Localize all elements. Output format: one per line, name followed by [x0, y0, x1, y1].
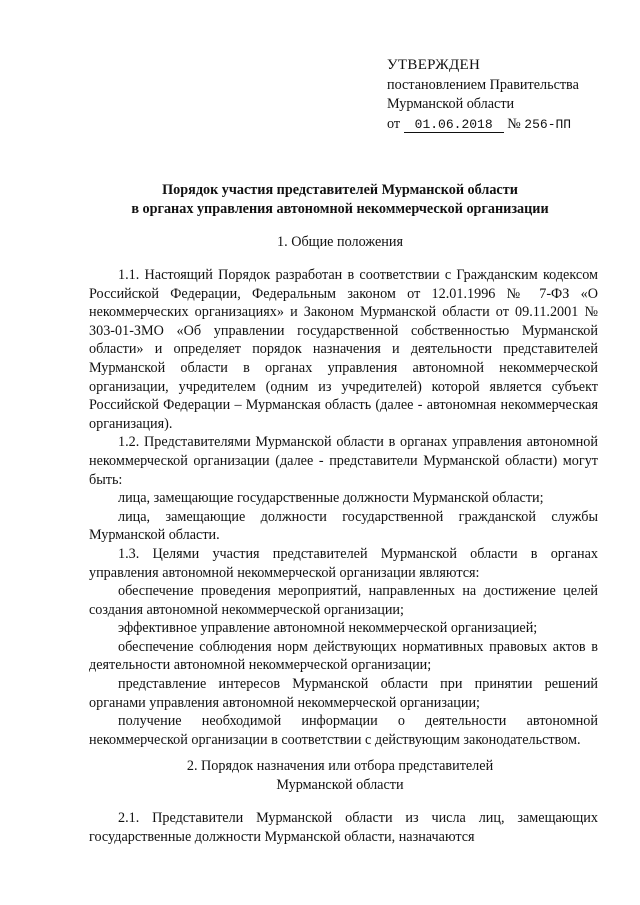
section-2-heading — [60, 757, 620, 795]
section-2-heading-line-1: 2. Порядок назначения или отбора представителей — [186, 758, 494, 774]
section-1-heading: 1. Общие положения — [277, 234, 403, 250]
section-2-body — [89, 809, 598, 846]
paragraph: получение необходимой информации о деятельности автономной некоммерческой организации в соответствии с действующим законодательством. — [89, 713, 598, 748]
approval-stamp — [387, 56, 627, 134]
paragraph: обеспечение проведения мероприятий, направленных на достижение целей создания автономной некоммерческой организации; — [89, 583, 598, 618]
approval-line-2: Мурманской области — [387, 96, 515, 112]
date-prefix: от — [387, 115, 401, 132]
paragraph: эффективное управление автономной некоммерческой организацией; — [118, 620, 538, 637]
paragraph: 1.2. Представителями Мурманской области в органах управления автономной некоммерческой организации (далее - представители Мурманской области) могут быть: — [89, 434, 598, 488]
approval-title: УТВЕРЖДЕН — [387, 57, 481, 73]
document-title — [60, 181, 620, 219]
approval-date: 01.06.2018 — [404, 117, 504, 133]
approval-line-1: постановлением Правительства — [387, 76, 579, 93]
approval-number: 256-ПП — [524, 116, 572, 132]
approval-date-line — [387, 115, 627, 135]
paragraph: лица, замещающие должности государственной гражданской службы Мурманской области. — [89, 508, 598, 544]
section-2-heading-line-2: Мурманской области — [276, 777, 404, 793]
section-1-body — [89, 266, 598, 749]
title-line-1: Порядок участия представителей Мурманской области — [162, 182, 518, 198]
paragraph: 1.3. Целями участия представителей Мурманской области в органах управления автономной некоммерческой организации являются: — [89, 545, 598, 581]
title-line-2: в органах управления автономной некоммерческой организации — [131, 201, 549, 217]
paragraph: 1.1. Настоящий Порядок разработан в соответствии с Гражданским кодексом Российской Федерации, Федеральным законом от 12.01.1996 № 7-ФЗ «О некоммерческих организациях» и Законом Мурманской области от 09.11.2001 № 303-01-ЗМО «Об управлении государственной собственностью Мурманской области» и определяет порядок назначения и деятельности представителей Мурманской области в органах управления автономной некоммерческой организации, учредителем (одним из учредителей) которой является субъект Российской Федерации – Мурманская область (далее - автономная некоммерческая организация). — [89, 267, 598, 432]
number-prefix: № — [507, 115, 521, 132]
paragraph: представление интересов Мурманской области при принятии решений органами управления автономной некоммерческой организации; — [89, 676, 598, 711]
paragraph: 2.1. Представители Мурманской области из числа лиц, замещающих государственные должности Мурманской области, назначаются — [89, 810, 598, 845]
paragraph: лица, замещающие государственные должности Мурманской области; — [118, 490, 544, 507]
paragraph: обеспечение соблюдения норм действующих нормативных правовых актов в деятельности автономной некоммерческой организации; — [89, 638, 598, 674]
